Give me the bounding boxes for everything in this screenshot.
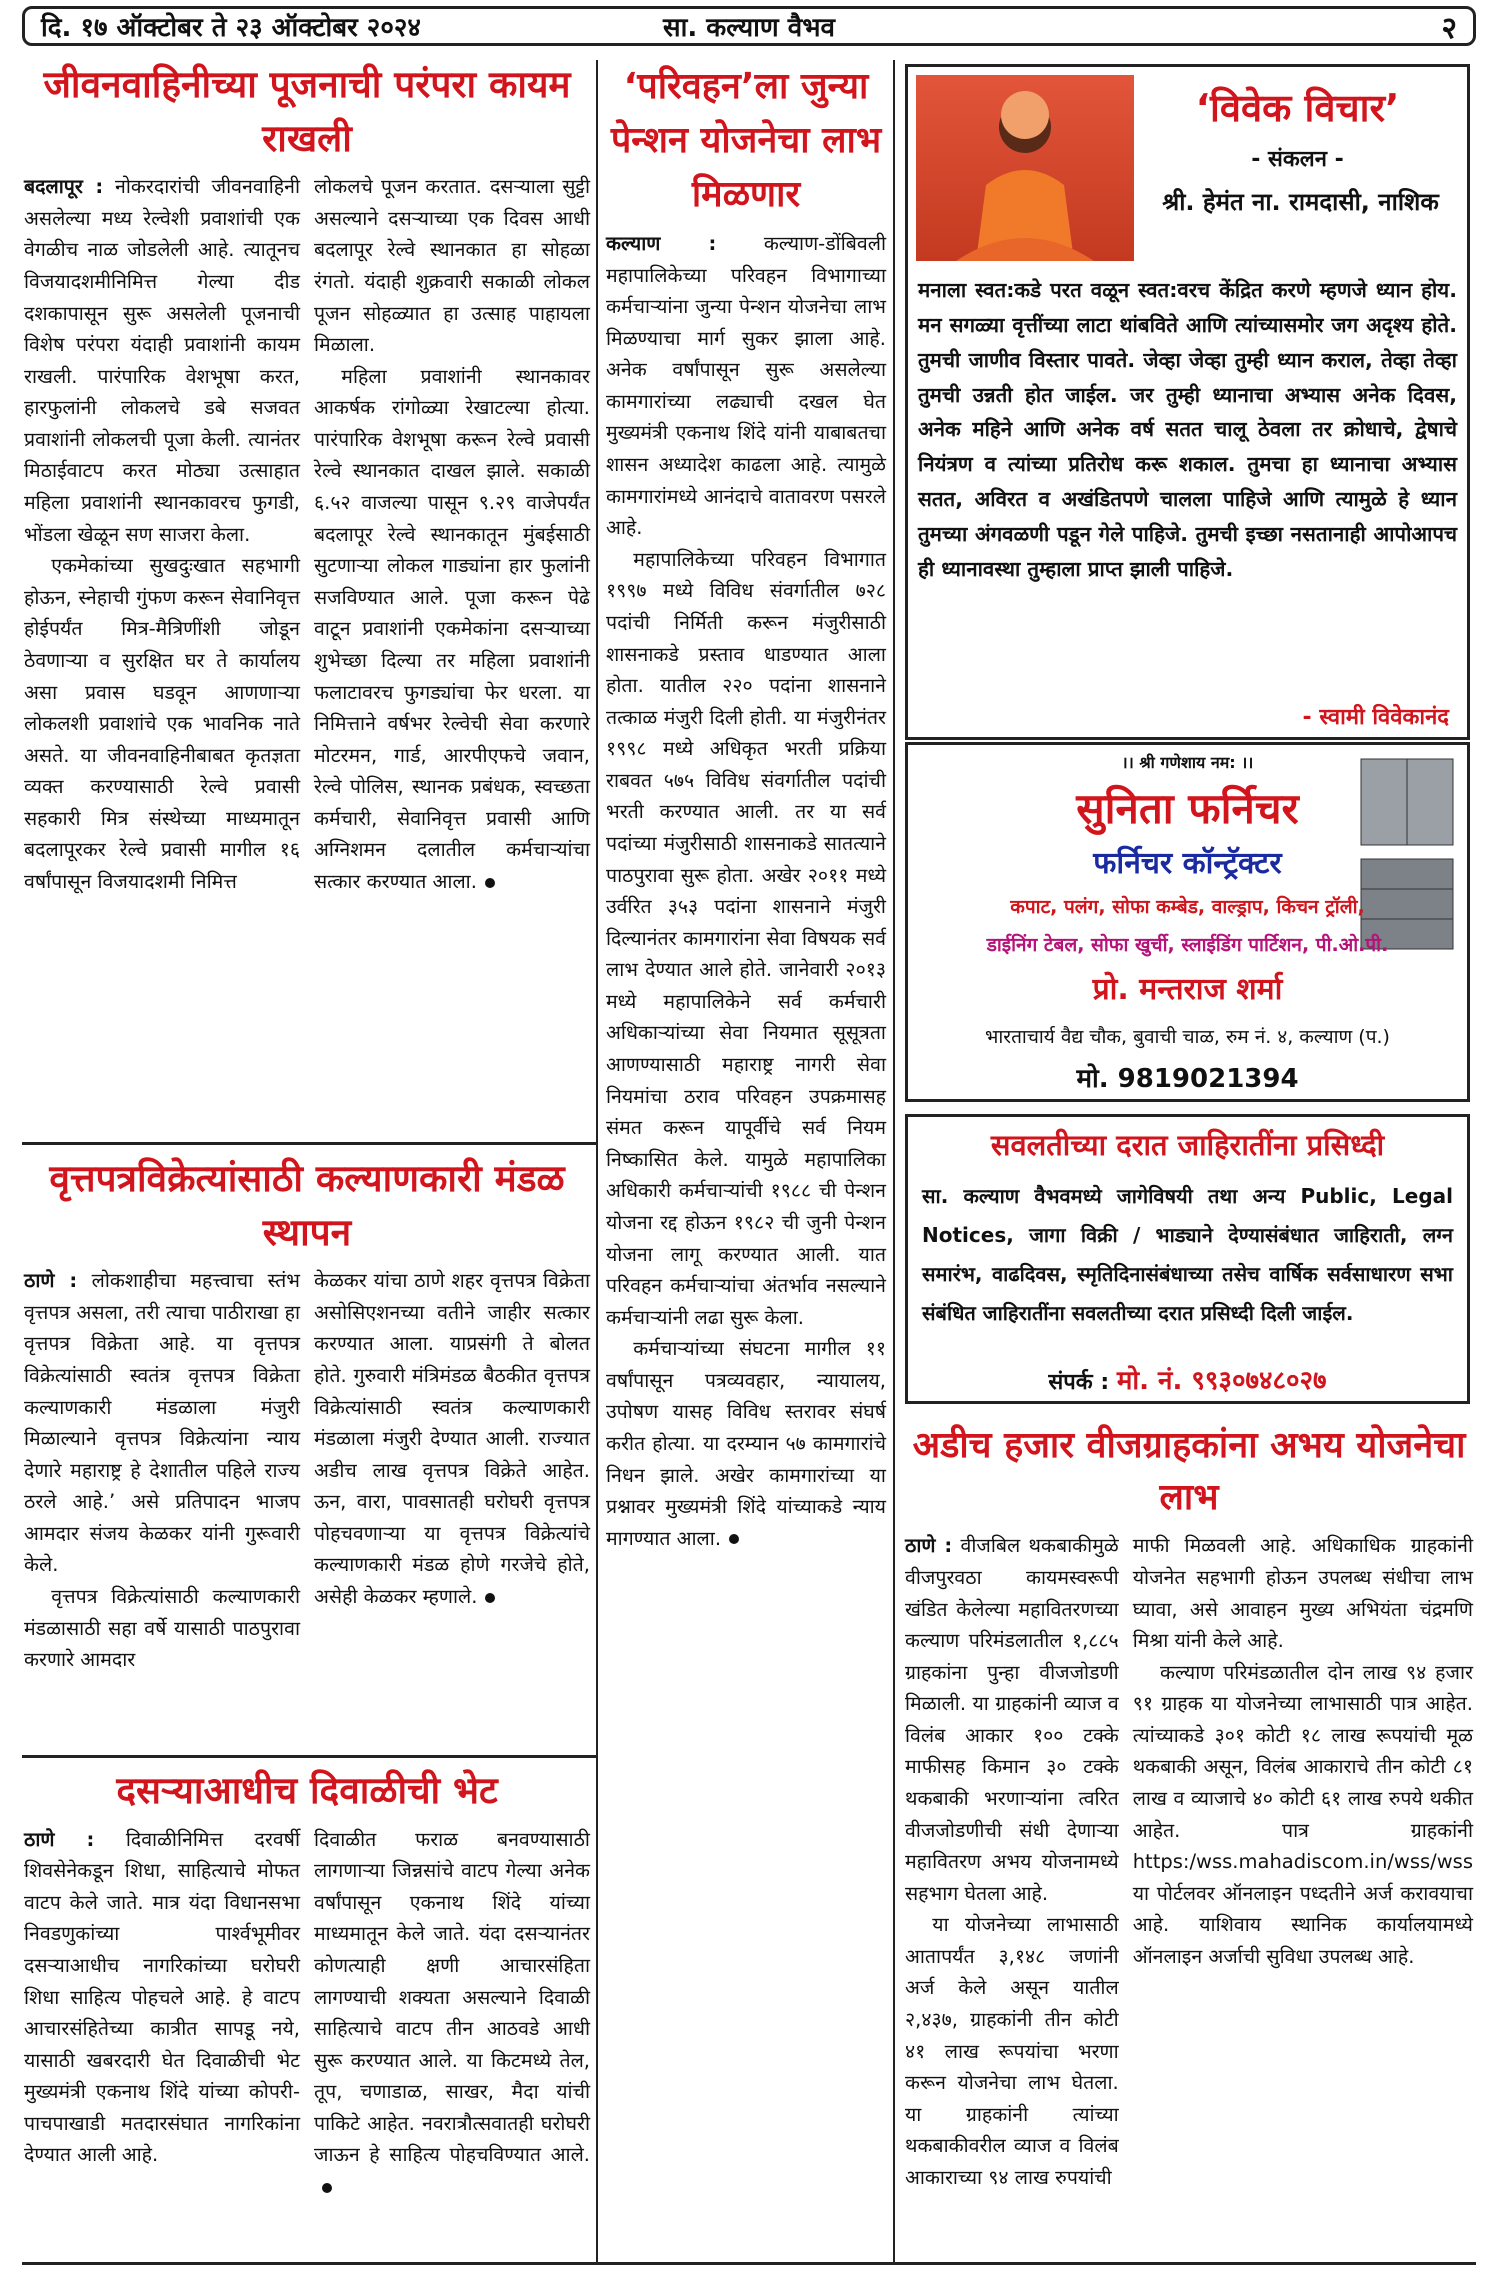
page-number: २ [1441,10,1457,46]
dateline: ठाणे : [24,1269,78,1293]
paragraph: वीजबिल थकबाकीमुळे वीजपुरवठा कायमस्वरूपी खंडित केलेल्या महावितरणच्या कल्याण परिमंडलातील १,८८५ ग्राहकांना पुन्हा वीजजोडणी मिळाली. या ग्राहकांनी व्याज व विलंब आकार १०० टक्के माफीसह किमान ३० टक्के थकबाकी भरणाऱ्यांना त्वरित वीजजोडणीची संधी देणाऱ्या महावितरण अभय योजनामध्ये सहभाग घेतला आहे. [905,1534,1119,1905]
product-list: कपाट, पलंग, सोफा कम्बेड, वाल्ड्राप, किचन ट्रॉली, [1010,896,1365,918]
article-diwali-gift [24,1764,590,2258]
ad-title: सवलतीच्या दरात जाहिरातींना प्रसिध्दी [990,1128,1385,1162]
divider [22,1142,597,1145]
shop-address: भारताचार्य वैद्य चौक, बुवाची चाळ, रुम नं. ४, कल्याण (प.) [985,1026,1390,1048]
article-column [314,1265,590,1676]
dateline: ठाणे : [24,1827,95,1851]
article-column [24,171,300,897]
paragraph: वृत्तपत्र विक्रेत्यांसाठी कल्याणकारी मंडळासाठी सहा वर्षे यासाठी पाठपुरावा करणारे आमदार [24,1585,300,1672]
compiled-label: - संकलन - [1251,147,1344,172]
paragraph: कर्मचाऱ्यांच्या संघटना मागील ११ वर्षांपासून पत्रव्यवहार, न्यायालय, उपोषण यासह विविध स्तरावर संघर्ष करीत होत्या. या दरम्यान ५७ कामगारांचे निधन झाले. अखेर कामगारांच्या या प्रश्नावर मुख्यमंत्री शिंदे यांच्याकडे न्याय मागण्यात आला. [606,1337,886,1550]
paragraph: दिवाळीत फराळ बनवण्यासाठी लागणाऱ्या जिन्नसांचे वाटप गेल्या अनेक वर्षांपासून एकनाथ शिंदे यांच्या माध्यमातून केले जाते. यंदा दसऱ्यानंतर कोणत्याही क्षणी आचारसंहिता लागण्याची शक्यता असल्याने दिवाळी साहित्याचे वाटप तीन आठवडे आधी सुरू करण्यात आले. या किटमध्ये तेल, तूप, चणाडाळ, साखर, मैदा यांची पाकिटे आहेत. नवरात्रौत्सवातही घरोघरी जाऊन हे साहित्य पोहचविण्यात आले. [314,1827,590,2167]
quote-text: मनाला स्वत:कडे परत वळून स्वत:वरच केंद्रित करणे म्हणजे ध्यान होय. मन सगळ्या वृत्तींच्या लाटा थांबविते आणि त्यांच्यासमोर जग अदृश्य होते. तुमची जाणीव विस्तार पावते. जेव्हा जेव्हा तुम्ही ध्यान कराल, तेव्हा तेव्हा तुमची उन्नती होत जाईल. जर तुम्ही ध्यानाचा अभ्यास अनेक दिवस, अनेक महिने आणि अनेक वर्ष सतत चालू ठेवला तर क्रोधाचे, द्वेषाचे नियंत्रण व त्यांच्या प्रतिरोध करू शकाल. तुमचा हा ध्यानाचा अभ्यास सतत, अविरत व अखंडितपणे चालला पाहिजे आणि त्यामुळे हे ध्यान तुमच्या अंगवळणी पडून गेले पाहिजे. तुमची इच्छा नसतानाही आपोआपच ही ध्यानावस्था तुम्हाला प्राप्त झाली पाहिजे. [918,278,1457,581]
paragraph: एकमेकांच्या सुखदुःखात सहभागी होऊन, स्नेहाची गुंफण करून सेवानिवृत्त होईपर्यंत मित्र-मैत्रिणींशी जोडून ठेवणाऱ्या व सुरक्षित घर ते कार्यालय असा प्रवास घडवून आणणाऱ्या लोकलशी प्रवाशांचे एक भावनिक नाते असते. या जीवनवाहिनीबाबत कृतज्ञता व्यक्त करण्यासाठी रेल्वे प्रवासी सहकारी मित्र संस्थेच्या माध्यमातून बदलापूरकर रेल्वे प्रवासी मागील १६ वर्षांपासून विजयादशमी निमित्त [24,554,300,893]
paragraph: कल्याण-डोंबिवली महापालिकेच्या परिवहन विभागाच्या कर्मचाऱ्यांना जुन्या पेन्शन योजनेचा लाभ मिळण्याचा मार्ग सुकर झाला आहे. अनेक वर्षांपासून सुरू असलेल्या कामगारांच्या लढ्याची दखल घेत मुख्यमंत्री एकनाथ शिंदे यांनी याबाबतचा शासन अध्यादेश काढला आहे. त्यामुळे कामगारांमध्ये आनंदाचे वातावरण पसरले आहे. [606,232,886,540]
vivek-vichar-box [905,64,1470,740]
concession-ad-box [905,1114,1470,1404]
paragraph: माफी मिळवली आहे. अधिकाधिक ग्राहकांनी योजनेत सहभागी होऊन उपलब्ध संधीचा लाभ घ्यावा, असे आवाहन मुख्य अभियंता चंद्रमणि मिश्रा यांनी केले आहे. [1132,1534,1473,1653]
contact-number: मो. नं. ९९३०७४८०२७ [1116,1366,1327,1396]
paragraph: दिवाळीनिमित्त दरवर्षी शिवसेनेकडून शिधा, साहित्याचे मोफत वाटप केले जाते. मात्र यंदा विधानसभा निवडणुकांच्या पार्श्वभूमीवर दसऱ्याआधीच नागरिकांच्या घरोघरी शिधा साहित्य पोहचले आहे. हे वाटप आचारसंहितेच्या कात्रीत सापडू नये, यासाठी खबरदारी घेत दिवाळीची भेट मुख्यमंत्री एकनाथ शिंदे यांच्या कोपरी-पाचपाखाडी मतदारसंघात नागरिकांना देण्यात आली आहे. [24,1827,300,2167]
column-rule [893,60,895,2265]
headline: वृत्तपत्रविक्रेत्यांसाठी कल्याणकारी मंडळ स्थापन [49,1157,565,1254]
end-mark-icon [485,1593,495,1603]
paragraph: लोकलचे पूजन करतात. दसऱ्याला सुट्टी असल्याने दसऱ्याच्या एक दिवस आधी बदलापूर रेल्वे स्थानकात हा सोहळा रंगतो. यंदाही शुक्रवारी सकाळी लोकल पूजन सोहळ्यात हा उत्साह पाहायला मिळाला. [314,175,590,357]
end-mark-icon [322,2183,332,2193]
article-column [1133,1530,1473,2193]
vivekananda-photo [916,75,1134,261]
article-column [606,228,886,1554]
page-header [22,6,1476,46]
paragraph: लोकशाहीचा महत्त्वाचा स्तंभ वृत्तपत्र असला, तरी त्याचा पाठीराखा हा वृत्तपत्र विक्रेता आहे. या वृत्तपत्र विक्रेत्यांसाठी स्वतंत्र वृत्तपत्र विक्रेता कल्याणकारी मंडळाला मंजुरी मिळाल्याने वृत्तपत्र विक्रेत्यांना न्याय देणारे महाराष्ट्र हे देशातील पहिले राज्य ठरले आहे.’ असे प्रतिपादन भाजप आमदार संजय केळकर यांनी गुरूवारी केले. [24,1269,300,1577]
article-column [314,171,590,897]
newspaper-name: सा. कल्याण वैभव [663,13,835,43]
article-newspaper-vendors [24,1152,590,1750]
bottom-rule [22,2262,1476,2265]
paragraph: कल्याण परिमंडळातील दोन लाख ९४ हजार ९१ ग्राहक या योजनेच्या लाभासाठी पात्र आहेत. त्यांच्याकडे ३०१ कोटी १८ लाख रूपयांची मूळ थकबाकी असून, विलंब आकाराचे तीन कोटी ८१ लाख व व्याजाचे ४० कोटी ६१ लाख रुपये थकीत आहेत. पात्र ग्राहकांनी https:/wss.mahadiscom.in/wss/wss या पोर्टलवर ऑनलाइन पध्दतीने अर्ज करावयाचा आहे. याशिवाय स्थानिक कार्यालयामध्ये ऑनलाइन अर्जाची सुविधा उपलब्ध आहे. [1132,1660,1474,1968]
vivekananda-figure-icon [916,75,1134,261]
column-rule [596,60,598,2265]
contact-label: संपर्क : [1048,1370,1110,1395]
column-title: ‘विवेक विचार’ [1195,86,1400,130]
paragraph: केळकर यांचा ठाणे शहर वृत्तपत्र विक्रेता असोसिएशनच्या वतीने जाहीर सत्कार करण्यात आला. याप्रसंगी ते बोलत होते. गुरुवारी मंत्रिमंडळ बैठकीत वृत्तपत्र विक्रेत्यांसाठी स्वतंत्र कल्याणकारी मंडळाला मंजुरी देण्यात आली. राज्यात अडीच लाख वृत्तपत्र विक्रेते आहेत. ऊन, वारा, पावसातही घरोघरी वृत्तपत्र पोहचवणाऱ्या या वृत्तपत्र विक्रेत्यांचे कल्याणकारी मंडळ होणे गरजेचे होते, असेही केळकर म्हणाले. [314,1269,590,1609]
quote-author: - स्वामी विवेकानंद [1302,705,1449,730]
shop-name: सुनिता फर्निचर [1076,784,1299,833]
article-railway-puja [24,58,590,1138]
dateline: ठाणे : [905,1534,953,1558]
article-column [905,1530,1119,2193]
divider [22,1755,597,1758]
paragraph: महापालिकेच्या परिवहन विभागात १९९७ मध्ये विविध संवर्गातील ७२८ पदांची निर्मिती करून मंजुरीसाठी शासनाकडे प्रस्ताव धाडण्यात आला होता. यातील २२० पदांना शासनाने तत्काळ मंजुरी दिली होती. या मंजुरीनंतर १९९८ मध्ये अधिकृत भरती प्रक्रिया राबवत ५७५ विविध संवर्गातील पदांची भरती करण्यात आली. तर या सर्व पदांच्या मंजुरीसाठी शासनाकडे सातत्याने पाठपुरावा सुरू होता. अखेर २०११ मध्ये उर्वरित ३५३ पदांना शासनाने मंजुरी दिल्यानंतर कामगारांना सेवा विषयक सर्व लाभ देण्यात आले होते. जानेवारी २०१३ मध्ये महापालिकेने सर्व कर्मचारी अधिकाऱ्यांच्या सेवा नियमात सूसूत्रता आणण्यासाठी महाराष्ट्र नागरी सेवा नियमांचा ठराव परिवहन उपक्रमासह संमत करून यापूर्वीचे सर्व नियम निष्कासित केले. यामुळे महापालिका अधिकारी कर्मचाऱ्यांची १९८८ ची पेन्शन योजना रद्द होऊन १९८२ ची जुनी पेन्शन योजना लागू करण्यात आली. यात परिवहन कर्मचाऱ्यांचा अंतर्भाव नसल्याने कर्मचाऱ्यांनी लढा सुरू केला. [606,547,886,1329]
compiler-name: श्री. हेमंत ना. रामदासी, नाशिक [1162,188,1439,216]
paragraph: महिला प्रवाशांनी स्थानकावर आकर्षक रांगोळ्या रेखाटल्या होत्या. पारंपारिक वेशभूषा करून रेल्वे प्रवासी रेल्वे स्थानकात दाखल झाले. सकाळी ६.५२ वाजल्या पासून ९.२९ वाजेपर्यंत बदलापूर रेल्वे स्थानकातून मुंबईसाठी सुटणाऱ्या लोकल गाड्यांना हार फुलांनी सजविण्यात आले. पूजा करून पेढे वाटून प्रवाशांनी एकमेकांना दसऱ्याच्या शुभेच्छा दिल्या तर महिला प्रवाशांनी फलाटावरच फुगड्यांचा फेर धरला. या निमित्ताने वर्षभर रेल्वेची सेवा करणारे मोटरमन, गार्ड, आरपीएफचे जवान, रेल्वे पोलिस, स्थानक प्रबंधक, स्वच्छता कर्मचारी, सेवानिवृत्त प्रवासी आणि अग्निशमन दलातील कर्मचाऱ्यांचा सत्कार करण्यात आला. [314,364,590,893]
ad-body: सा. कल्याण वैभवमध्ये जागेविषयी तथा अन्य Public, Legal Notices, जागा विक्री / भाड्याने देण्यासंबंधात जाहिराती, लग्न समारंभ, वाढदिवस, स्मृतिदिनासंबंधाच्या तसेच वार्षिक सर्वसाधारण सभा संबंधित जाहिरातींना सवलतीच्या दरात प्रसिध्दी दिली जाईल. [922,1184,1453,1325]
product-list: डाईनिंग टेबल, सोफा खुर्ची, स्लाईडिंग पार्टिशन, पी.ओ.पी. [986,934,1389,956]
furniture-advertisement [905,742,1470,1102]
article-electricity-amnesty [905,1420,1473,2258]
headline: जीवनवाहिनीच्या पूजनाची परंपरा कायम राखली [43,63,571,160]
article-column [24,1824,300,2203]
invocation: ।। श्री गणेशाय नम: ।। [1121,753,1254,772]
headline: अडीच हजार वीजग्राहकांना अभय योजनेचा लाभ [912,1425,1466,1519]
article-column [314,1824,590,2203]
end-mark-icon [485,878,495,888]
headline: ‘परिवहन’ला जुन्या पेन्शन योजनेचा लाभ मिळणार [610,66,882,215]
shop-tagline: फर्निचर कॉन्ट्रॅक्टर [1093,846,1282,881]
dateline: बदलापूर : [24,175,104,199]
dateline: कल्याण : [606,232,717,255]
issue-date: दि. १७ ऑक्टोबर ते २३ ऑक्टोबर २०२४ [41,13,421,43]
article-transport-pension [606,60,886,2258]
article-column [24,1265,300,1676]
paragraph: नोकरदारांची जीवनवाहिनी असलेल्या मध्य रेल्वेशी प्रवाशांची एक वेगळीच नाळ जोडलेली आहे. त्यातूनच विजयादशमीनिमित्त गेल्या दीड दशकापासून सुरू असलेली पूजनाची विशेष परंपरा यंदाही प्रवाशांनी कायम राखली. पारंपारिक वेशभूषा करत, हारफुलांनी लोकलचे डबे सजवत प्रवाशांनी लोकलची पूजा केली. त्यानंतर मिठाईवाटप करत मोठ्या उत्साहात महिला प्रवाशांनी स्थानकावरच फुगडी, भोंडला खेळून सण साजरा केला. [24,175,301,546]
headline: दसऱ्याआधीच दिवाळीची भेट [116,1769,498,1812]
proprietor-name: प्रो. मन्तराज शर्मा [1092,972,1283,1007]
end-mark-icon [729,1534,739,1544]
shop-phone: मो. 9819021394 [1076,1064,1299,1094]
paragraph: या योजनेच्या लाभासाठी आतापर्यंत ३,१४८ जणांनी अर्ज केले असून यातील २,४३७, ग्राहकांनी तीन कोटी ४१ लाख रूपयांचा भरणा करून योजनेचा लाभ घेतला. या ग्राहकांनी त्यांच्या थकबाकीवरील व्याज व विलंब आकाराच्या ९४ लाख रुपयांची [905,1913,1119,2189]
